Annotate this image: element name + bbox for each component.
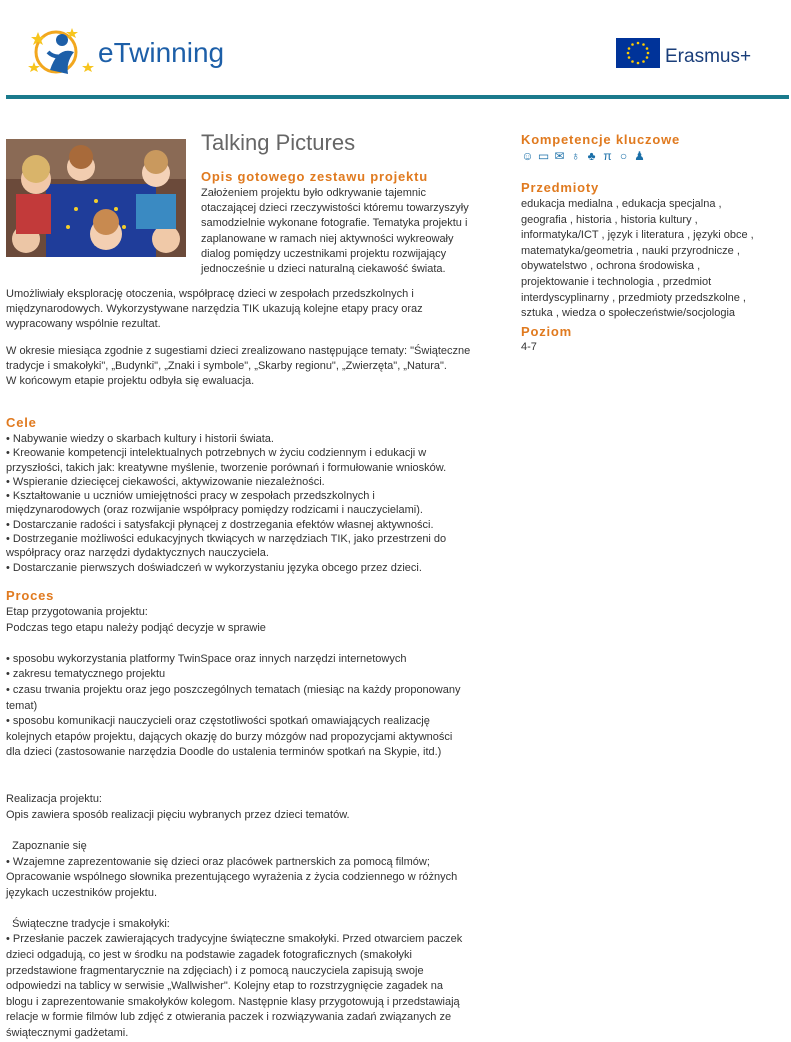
blank-line: [6, 777, 496, 793]
header-divider: [6, 95, 789, 99]
theater-masks-icon: ☺: [521, 149, 534, 163]
text-line: świątecznymi gadżetami.: [6, 1027, 129, 1040]
list-item: • Dostarczanie pierwszych doświadczeń w wykorzystaniu języka obcego przez dzieci.: [6, 561, 422, 574]
description-intro: [201, 186, 491, 277]
goals-heading: Cele: [6, 415, 37, 430]
text-line: Opracowanie wspólnego słownika prezentującego wyrażenia z życia codziennego w różnych: [6, 871, 458, 884]
lightbulb-hand-icon: ♣: [587, 149, 596, 163]
list-item: • Dostrzeganie możliwości edukacyjnych tkwiących w narzędziach TIK, jako przestrzeni do: [6, 533, 447, 546]
list-item: • Kształtowanie u uczniów umiejętności pracy w zespołach przedszkolnych i: [6, 490, 375, 503]
subjects-heading: Przedmioty: [521, 180, 600, 195]
goals-list: [6, 432, 496, 575]
etwinning-logo[interactable]: [28, 22, 238, 82]
competence-icons: [521, 150, 646, 163]
text-line: blogu i zaprezentowanie smakołyków kolegom. Następnie klasy przygotowują i przedstawiają: [6, 995, 460, 1008]
process-heading: Proces: [6, 588, 55, 603]
text-line: samodzielnie wykonane fotografie. Tematyka projektu i: [201, 217, 468, 230]
people-icon: ♟: [634, 149, 645, 163]
text-line: Zapoznanie się: [6, 839, 87, 852]
text-line: • Wzajemne zaprezentowanie się dzieci oraz placówek partnerskich za pomocą filmów;: [6, 855, 430, 868]
text-line: Świąteczne tradycje i smakołyki:: [6, 917, 170, 930]
text-line: sztuka , wiedza o społeczeństwie/socjologia: [521, 307, 736, 320]
lightbulb-icon: ♁: [571, 149, 580, 163]
text-line: Realizacja projektu:: [6, 793, 102, 806]
text-line: odpowiedzi na tablicy w serwisie „Wallwisher". Kolejny etap to rozstrzygnięcie zagadek na: [6, 980, 443, 993]
text-line: wypracowany wspólnie rezultat.: [6, 318, 161, 331]
text-line: zaplanowane w ramach niej aktywności wykreowały: [201, 232, 454, 245]
description-heading: Opis gotowego zestawu projektu: [201, 169, 428, 184]
text-line: edukacja medialna , edukacja specjalna ,: [521, 198, 722, 210]
text-line: obywatelstwo , ochrona środowiska ,: [521, 260, 701, 273]
text-line: kolejnych etapów projektu, dających okazję do burzy mózgów nad propozycjami aktywności: [6, 730, 453, 743]
text-line: geografia , historia , historia kultury ,: [521, 213, 698, 226]
text-line: interdyscyplinarny , przedmioty przedszkolne ,: [521, 291, 746, 304]
list-item: przyszłości, takich jak: kreatywne myślenie, tworzenie porównań i formułowanie wniosków.: [6, 461, 447, 474]
erasmus-logo-text: Erasmus+: [665, 46, 752, 67]
project-photo: [6, 139, 186, 257]
speech-bubbles-icon: ✉: [554, 149, 565, 163]
text-line: • zakresu tematycznego projektu: [6, 668, 166, 681]
text-line: relacje w formie filmów lub zdjęć z otwierania paczek i rozwiązywania zadań związanych ze: [6, 1011, 452, 1024]
text-line: • czasu trwania projektu oraz jego poszczególnych tematach (miesiąc na każdy proponowany: [6, 683, 461, 696]
project-title: Talking Pictures: [201, 130, 356, 155]
description-paragraph-2: [6, 344, 496, 390]
level-heading: Poziom: [521, 324, 573, 339]
text-line: matematyka/geometria , nauki przyrodnicze ,: [521, 244, 740, 257]
list-item: • Kreowanie kompetencji intelektualnych potrzebnych w życiu codziennym i edukacji w: [6, 447, 427, 460]
text-line: W końcowym etapie projektu odbyła się ewaluacja.: [6, 375, 255, 388]
list-item: • Dostarczanie radości i satysfakcji płynącej z dostrzegania efektów własnej aktywności.: [6, 518, 434, 531]
text-line: • Przesłanie paczek zawierających tradycyjne świąteczne smakołyki. Przed otwarciem paczek: [6, 933, 463, 946]
description-paragraph-1: [6, 287, 496, 333]
subjects-list: [521, 197, 771, 322]
text-line: tradycje i smakołyki", „Budynki", „Znaki i symbole", „Skarby regionu", „Zwierzęta", „Natura".: [6, 360, 447, 373]
level-value: 4-7: [521, 341, 537, 353]
pi-icon: π: [603, 149, 612, 163]
header: [0, 0, 791, 100]
text-line: dialog pomiędzy uczestnikami projektu rozwijający: [201, 247, 447, 260]
text-line: Umożliwiały eksplorację otoczenia, współpracę dzieci w zespołach przedszkolnych i: [6, 288, 414, 300]
text-line: dzieci odgadują, co jest w środku na podstawie zagadek fotograficznych (smakołyki: [6, 949, 412, 962]
etwinning-logo-text: eTwinning: [98, 37, 225, 68]
text-line: W okresie miesiąca zgodnie z sugestiami dzieci zrealizowano następujące tematy: "Świąteczne: [6, 345, 471, 357]
process-text: [6, 605, 496, 1042]
list-item: międzynarodowych (oraz rozwijanie współpracy pomiędzy rodzicami i nauczycielami).: [6, 504, 423, 517]
list-item: współpracy oraz narzędzi dydaktycznych nauczyciela.: [6, 547, 269, 560]
text-line: temat): [6, 699, 38, 712]
computer-icon: ▭: [537, 149, 550, 163]
text-line: przedstawione fragmentarycznie na zdjęciach) i z pomocą nauczyciela zapisują swoje: [6, 964, 424, 977]
text-line: jednocześnie u dzieci naturalną ciekawość świata.: [201, 263, 446, 276]
text-line: językach uczestników projektu.: [6, 886, 158, 899]
list-item: • Wspieranie dziecięcej ciekawości, aktywizowanie niezależności.: [6, 475, 325, 488]
text-line: Opis zawiera sposób realizacji pięciu wybranych przez dzieci tematów.: [6, 808, 350, 821]
blank-line: [6, 823, 496, 839]
text-line: • sposobu komunikacji nauczycieli oraz częstotliwości spotkań omawiających realizację: [6, 715, 430, 728]
text-line: otaczającej dzieci rzeczywistości któremu towarzyszyły: [201, 202, 469, 215]
blank-line: [6, 901, 496, 917]
blank-line: [6, 761, 496, 777]
speech-bubble-icon: ○: [619, 149, 628, 163]
text-line: Założeniem projektu było odkrywanie tajemnic: [201, 187, 426, 199]
text-line: • sposobu wykorzystania platformy TwinSpace oraz innych narzędzi internetowych: [6, 652, 407, 665]
text-line: Etap przygotowania projektu:: [6, 606, 148, 618]
text-line: projektowanie i technologia , przedmiot: [521, 275, 712, 288]
key-competences-heading: Kompetencje kluczowe: [521, 132, 681, 147]
erasmus-logo[interactable]: [616, 38, 766, 68]
text-line: Podczas tego etapu należy podjąć decyzje w sprawie: [6, 621, 266, 634]
blank-line: [6, 636, 496, 652]
text-line: dla dzieci (zastosowanie narzędzia Doodle do ustalenia terminów spotkań na Skypie, itd.): [6, 746, 442, 759]
list-item: • Nabywanie wiedzy o skarbach kultury i historii świata.: [6, 433, 274, 445]
text-line: informatyka/ICT , język i literatura , języki obce ,: [521, 229, 754, 242]
text-line: międzynarodowych. Wykorzystywane narzędzia TIK ukazują kolejne etapy pracy oraz: [6, 303, 423, 316]
